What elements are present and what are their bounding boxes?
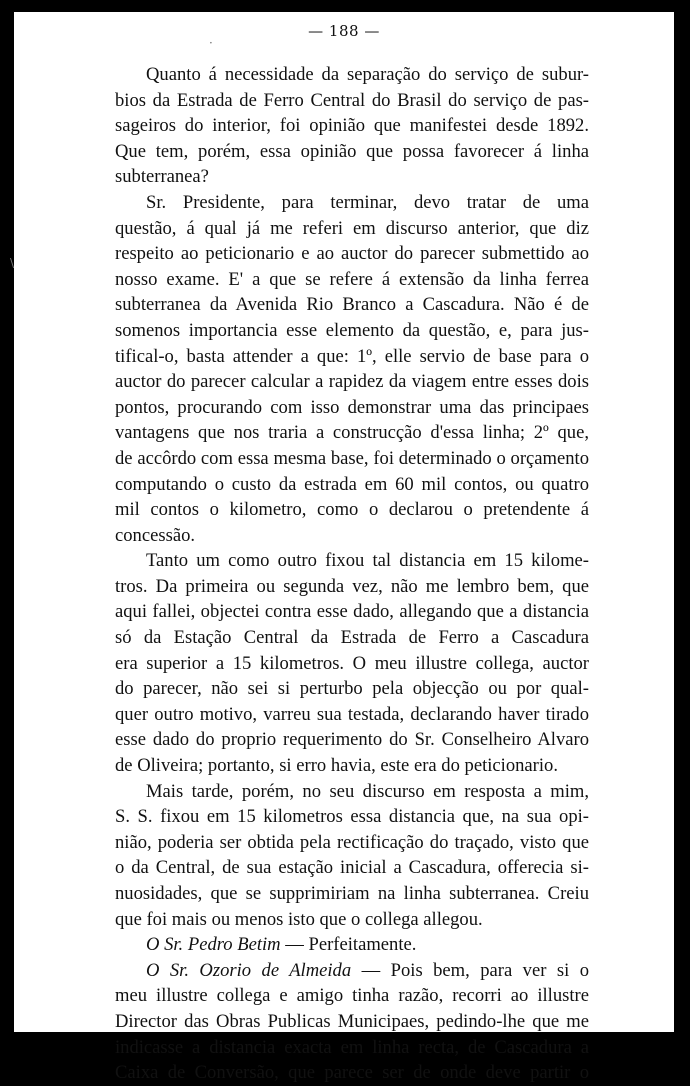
book-page <box>10 12 674 1084</box>
text-line: de accôrdo com essa mesma base, foi determinado o orçamento <box>115 447 589 469</box>
text-line: Tanto um como outro fixou tal distancia em 15 kilome- <box>146 550 589 572</box>
speech-text: — Perfeitamente. <box>285 934 417 956</box>
text-line: nosso exame. E' a que se refere á extensão da linha ferrea <box>115 268 589 290</box>
text-line: indicasse a distancia exacta em linha recta, de Cascadura a <box>115 1036 589 1058</box>
text-line: do parecer, não sei si perturbo pela objecção ou por qual- <box>115 678 589 700</box>
text-line: só da Estação Central da Estrada de Ferro a Cascadura <box>115 627 589 649</box>
text-line: Caixa de Conversão, que parece ser de onde deve partir o <box>115 1062 589 1084</box>
text-line: de Oliveira; portanto, si erro havia, este era do peticionario. <box>115 755 558 777</box>
text-line: vantagens que nos traria a construcção d'essa linha; 2º que, <box>115 422 589 444</box>
text-line: auctor do parecer calcular a rapidez da viagem entre esses dois <box>115 371 589 393</box>
text-line: somenos importancia esse elemento da questão, e, para jus- <box>115 319 589 341</box>
page-number: — 188 — <box>308 22 380 40</box>
text-line: Sr. Presidente, para terminar, devo tratar de uma <box>146 191 589 213</box>
text-line: respeito ao peticionario e ao auctor do parecer submettido ao <box>115 243 589 265</box>
text-line: sageiros do interior, foi opinião que manifestei desde 1892. <box>115 115 589 137</box>
text-line: subterranea? <box>115 166 209 188</box>
text-line: mil contos o kilometro, como o declarou o pretendente á <box>115 499 589 521</box>
text-line: aqui fallei, objectei contra esse dado, allegando que a distancia <box>115 601 589 623</box>
text-line: subterranea da Avenida Rio Branco a Cascadura. Não é de <box>115 294 589 316</box>
text-line: Mais tarde, porém, no seu discurso em resposta a mim, <box>146 780 589 802</box>
print-speck: · <box>209 36 213 50</box>
text-line: Director das Obras Publicas Municipaes, pedindo-lhe que me <box>115 1010 589 1032</box>
speaker-name: O Sr. Ozorio de Almeida <box>146 959 352 981</box>
text-line: tros. Da primeira ou segunda vez, não me lembro bem, que <box>115 575 589 597</box>
text-line: nuosidades, que se supprimiriam na linha subterranea. Creiu <box>115 883 589 904</box>
text-line: meu illustre collega e amigo tinha razão, recorri ao illustre <box>115 985 589 1007</box>
text-line: tifical-o, basta attender a que: 1º, elle servio de base para o <box>115 345 589 367</box>
text-line: o da Central, de sua estação inicial a Cascadura, offerecia si- <box>115 857 589 879</box>
text-line: questão, á qual já me referi em discurso anterior, que diz <box>115 217 589 239</box>
text-line: computando o custo da estrada em 60 mil contos, ou quatro <box>115 473 589 495</box>
speaker-name: O Sr. Pedro Betim <box>146 934 281 956</box>
text-line: quer outro motivo, varreu sua testada, declarando haver tirado <box>115 703 589 725</box>
text-line: que foi mais ou menos isto que o collega allegou. <box>115 908 483 930</box>
text-line: pontos, procurando com isso demonstrar uma das principaes <box>115 396 589 418</box>
text-line: nião, poderia ser obtida pela rectificação do traçado, visto que <box>115 831 589 853</box>
speaker-line <box>115 932 589 958</box>
text-line: Que tem, porém, essa opinião que possa favorecer á linha <box>115 140 589 162</box>
text-line: S. S. fixou em 15 kilometros essa distancia que, na sua opi- <box>115 806 589 828</box>
speech-text: — Pois bem, para ver si o <box>361 959 589 981</box>
body-text <box>115 62 589 1086</box>
text-line: era superior a 15 kilometros. O meu illustre collega, auctor <box>115 652 589 674</box>
print-speck: \ <box>10 256 15 270</box>
text-line: concessão. <box>115 524 196 546</box>
text-line: Quanto á necessidade da separação do serviço de subur- <box>146 64 589 85</box>
text-line: esse dado do proprio requerimento do Sr. Conselheiro Alvaro <box>115 729 589 751</box>
text-line: bios da Estrada de Ferro Central do Brasil do serviço de pas- <box>115 89 589 111</box>
speaker-line <box>115 958 589 984</box>
